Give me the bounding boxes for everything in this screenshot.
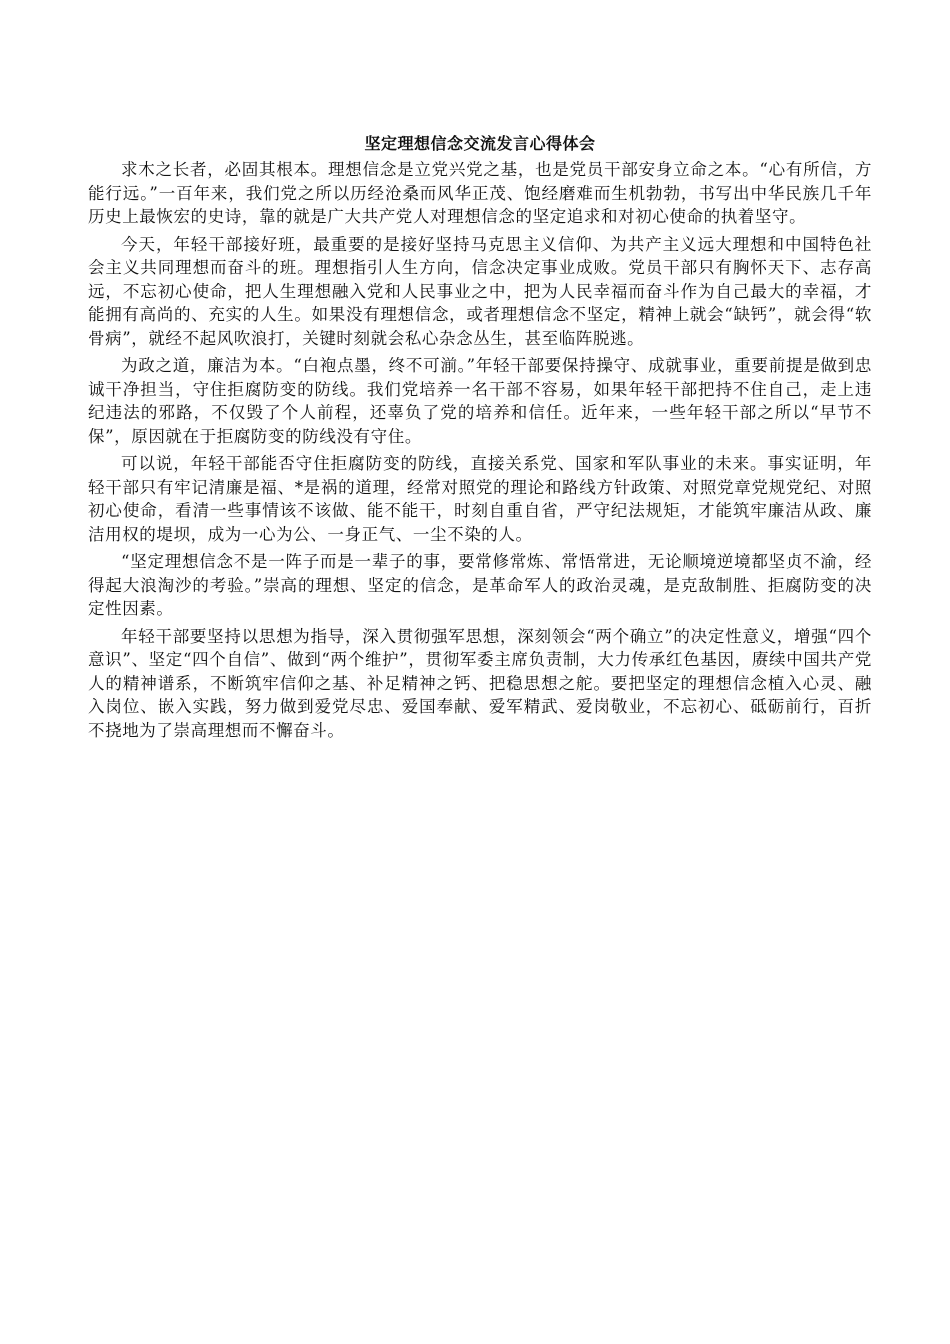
paragraph-4: 可以说，年轻干部能否守住拒腐防变的防线，直接关系党、国家和军队事业的未来。事实证明，年轻干部只有牢记清廉是福、*是祸的道理，经常对照党的理论和路线方针政策、对照党章党规党纪、对照初心使命，看清一些事情该不该做、能不能干，时刻自重自省，严守纪法规矩，才能筑牢廉洁从政、廉洁用权的堤坝，成为一心为公、一身正气、一尘不染的人。 [88, 454, 872, 544]
paragraph-5: “坚定理想信念不是一阵子而是一辈子的事，要常修常炼、常悟常进，无论顺境逆境都坚贞不渝，经得起大浪淘沙的考验。”崇高的理想、坚定的信念，是革命军人的政治灵魂，是克敌制胜、拒腐防变的决定性因素。 [88, 552, 872, 618]
paragraph-3: 为政之道，廉洁为本。“白袍点墨，终不可湔。”年轻干部要保持操守、成就事业，重要前提是做到忠诚干净担当，守住拒腐防变的防线。我们党培养一名干部不容易，如果年轻干部把持不住自己，走上违纪违法的邪路，不仅毁了个人前程，还辜负了党的培养和信任。近年来，一些年轻干部之所以“早节不保”，原因就在于拒腐防变的防线没有守住。 [88, 356, 872, 446]
document-body [88, 132, 872, 746]
paragraph-6: 年轻干部要坚持以思想为指导，深入贯彻强军思想，深刻领会“两个确立”的决定性意义，增强“四个意识”、坚定“四个自信”、做到“两个维护”，贯彻军委主席负责制，大力传承红色基因，赓续中国共产党人的精神谱系，不断筑牢信仰之基、补足精神之钙、把稳思想之舵。要把坚定的理想信念植入心灵、融入岗位、嵌入实践，努力做到爱党尽忠、爱国奉献、爱军精武、爱岗敬业，不忘初心、砥砺前行，百折不挠地为了崇高理想而不懈奋斗。 [88, 626, 872, 740]
paragraph-1: 求木之长者，必固其根本。理想信念是立党兴党之基，也是党员干部安身立命之本。“心有所信，方能行远。”一百年来，我们党之所以历经沧桑而风华正茂、饱经磨难而生机勃勃，书写出中华民族几千年历史上最恢宏的史诗，靠的就是广大共产党人对理想信念的坚定追求和对初心使命的执着坚守。 [88, 160, 872, 226]
document-title: 坚定理想信念交流发言心得体会 [364, 134, 596, 153]
paragraph-2: 今天，年轻干部接好班，最重要的是接好坚持马克思主义信仰、为共产主义远大理想和中国特色社会主义共同理想而奋斗的班。理想指引人生方向，信念决定事业成败。党员干部只有胸怀天下、志存高远，不忘初心使命，把人生理想融入党和人民事业之中，把为人民幸福而奋斗作为自己最大的幸福，才能拥有高尚的、充实的人生。如果没有理想信念，或者理想信念不坚定，精神上就会“缺钙”，就会得“软骨病”，就经不起风吹浪打，关键时刻就会私心杂念丛生，甚至临阵脱逃。 [88, 234, 872, 348]
